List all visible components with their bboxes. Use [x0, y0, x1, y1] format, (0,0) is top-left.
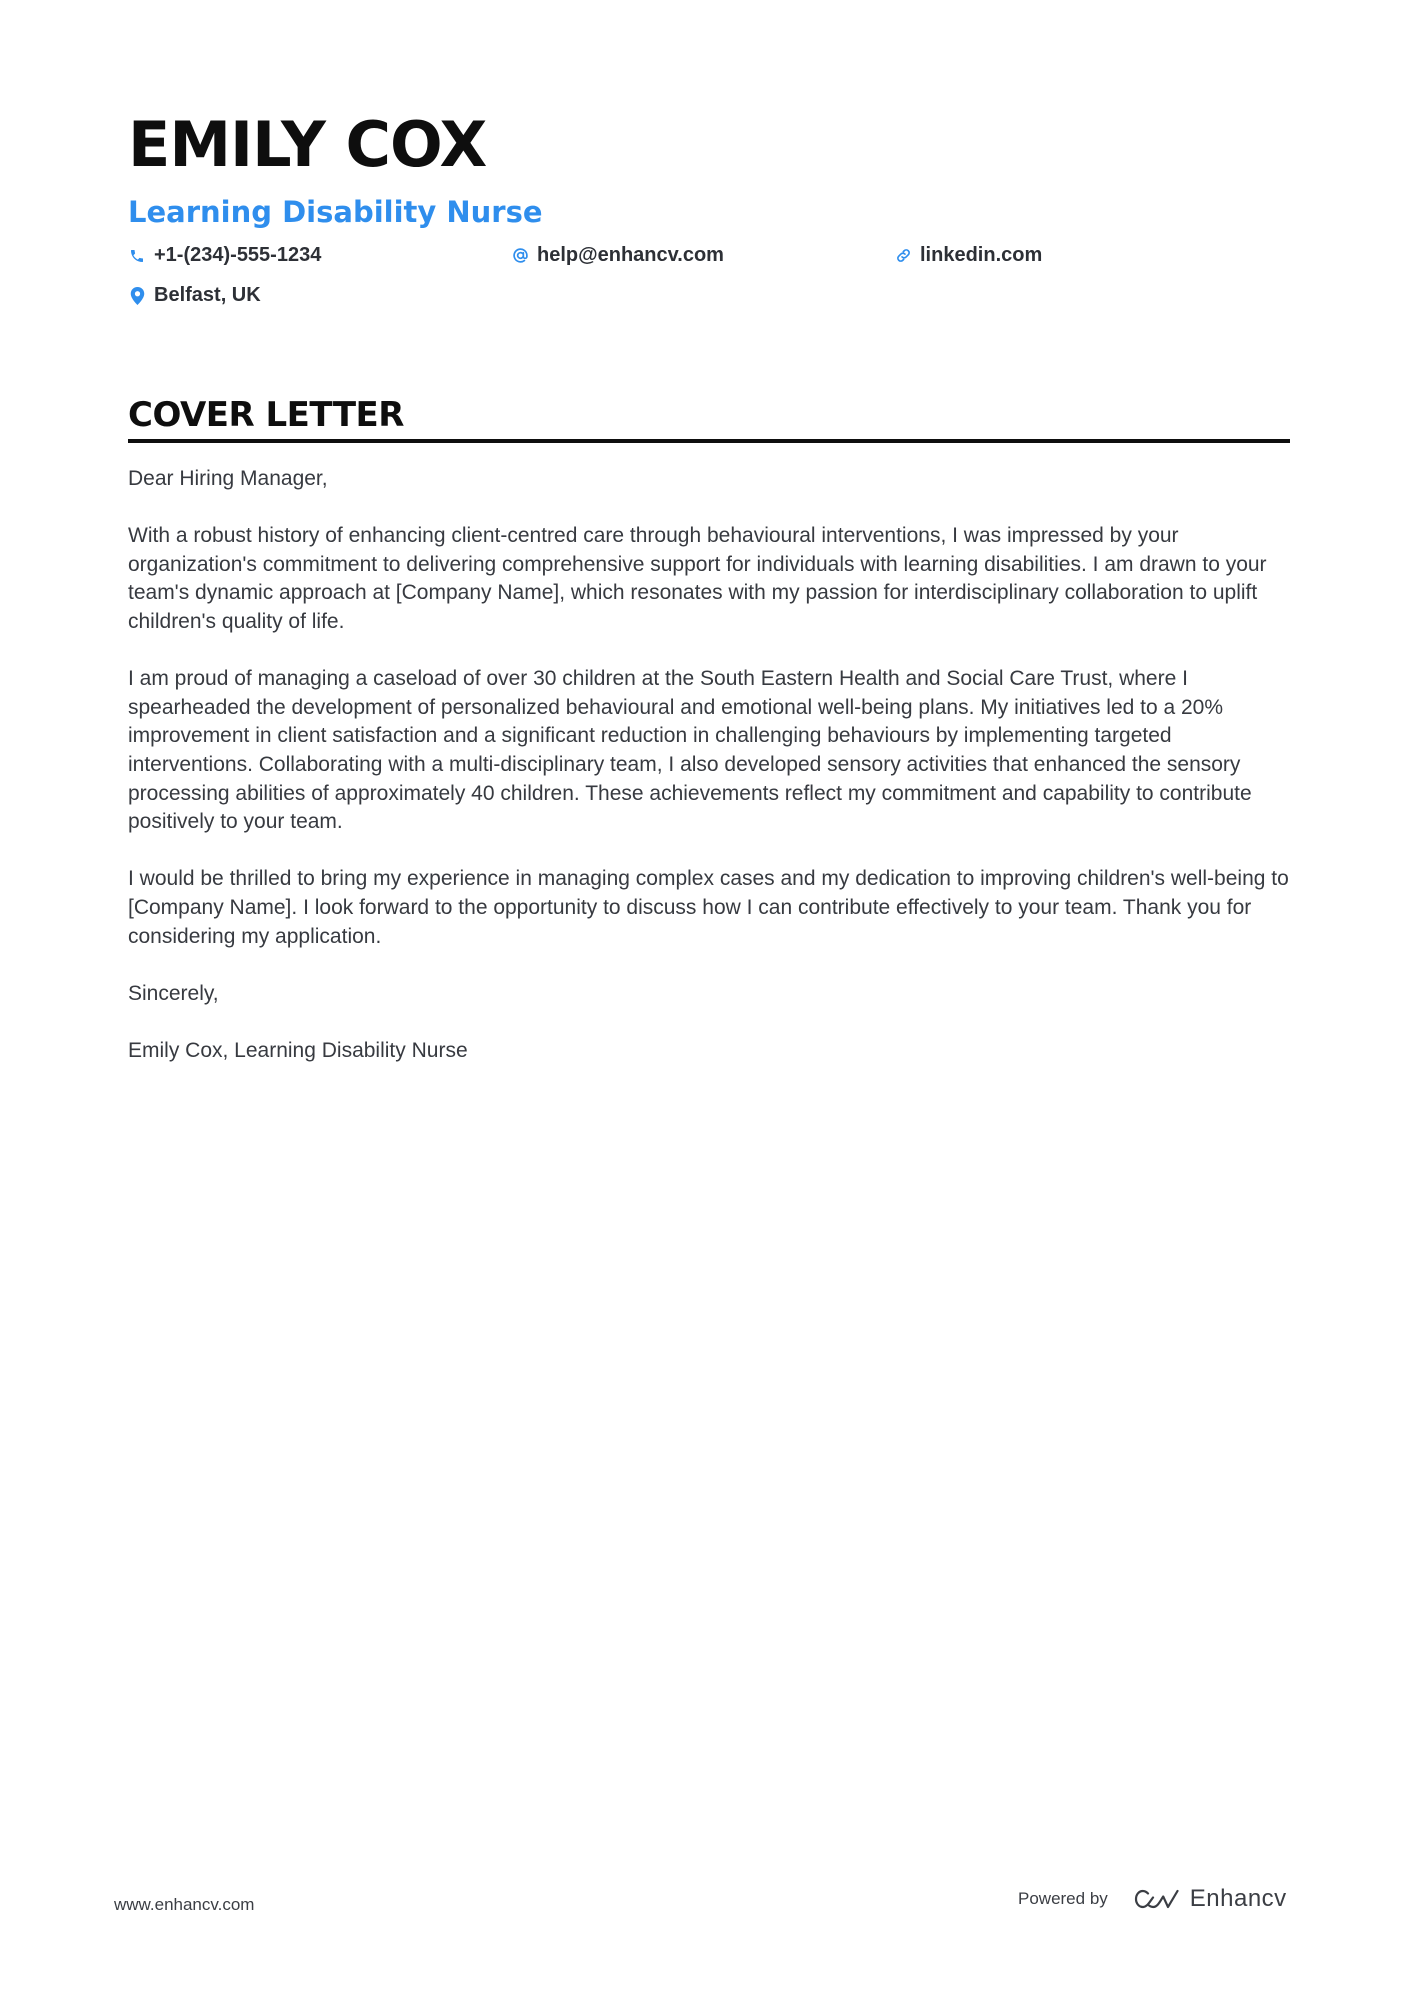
brand-name: Enhancv: [1189, 1885, 1287, 1912]
contact-phone: [128, 244, 321, 267]
link-icon: [894, 247, 912, 265]
location-pin-icon: [128, 287, 146, 305]
powered-by-text: Powered by: [1018, 1889, 1108, 1908]
email-text: help@enhancv.com: [537, 244, 724, 266]
section-divider: [128, 439, 1290, 443]
letter-paragraph: With a robust history of enhancing client-centred care through behavioural interventions, I was impressed by your organization's commitment to delivering comprehensive support for individuals with learning disabilities. I am drawn to your team's dynamic approach at [Company Name], which resonates with my passion for interdisciplinary collaboration to uplift children's quality of life.: [128, 524, 1267, 633]
salutation: Dear Hiring Manager,: [128, 467, 328, 490]
link-text: linkedin.com: [920, 244, 1043, 266]
contact-link: [894, 244, 1042, 267]
signature: Emily Cox, Learning Disability Nurse: [128, 1038, 468, 1062]
contact-info: [128, 244, 1290, 324]
contact-location: [128, 284, 261, 307]
candidate-name: EMILY COX: [128, 108, 487, 181]
candidate-role: Learning Disability Nurse: [128, 195, 543, 229]
phone-text: +1-(234)-555-1234: [154, 244, 322, 266]
contact-email: [511, 244, 724, 267]
closing: Sincerely,: [128, 981, 219, 1005]
header: [128, 108, 1290, 324]
letter-body: [128, 465, 1290, 1065]
footer-branding: [1018, 1885, 1287, 1913]
footer-website: www.enhancv.com: [114, 1895, 255, 1914]
at-icon: [511, 247, 529, 265]
section-title: COVER LETTER: [128, 395, 404, 435]
location-text: Belfast, UK: [154, 284, 261, 306]
phone-icon: [128, 247, 146, 265]
enhancv-logo-icon: [1134, 1887, 1180, 1911]
letter-paragraph: I am proud of managing a caseload of over 30 children at the South Eastern Health and Social Care Trust, where I spearheaded the development of personalized behavioural and emotional well-being plans. My initiatives led to a 20% improvement in client satisfaction and a significant reduction in challenging behaviours by implementing targeted interventions. Collaborating with a multi-disciplinary team, I also developed sensory activities that enhanced the sensory processing abilities of approximately 40 children. These achievements reflect my commitment and capability to contribute positively to your team.: [128, 667, 1252, 834]
cover-letter-section: [128, 393, 1290, 1094]
letter-paragraph: I would be thrilled to bring my experience in managing complex cases and my dedication to improving children's well-being to [Company Name]. I look forward to the opportunity to discuss how I can contribute effectively to your team. Thank you for considering my application.: [128, 867, 1289, 948]
